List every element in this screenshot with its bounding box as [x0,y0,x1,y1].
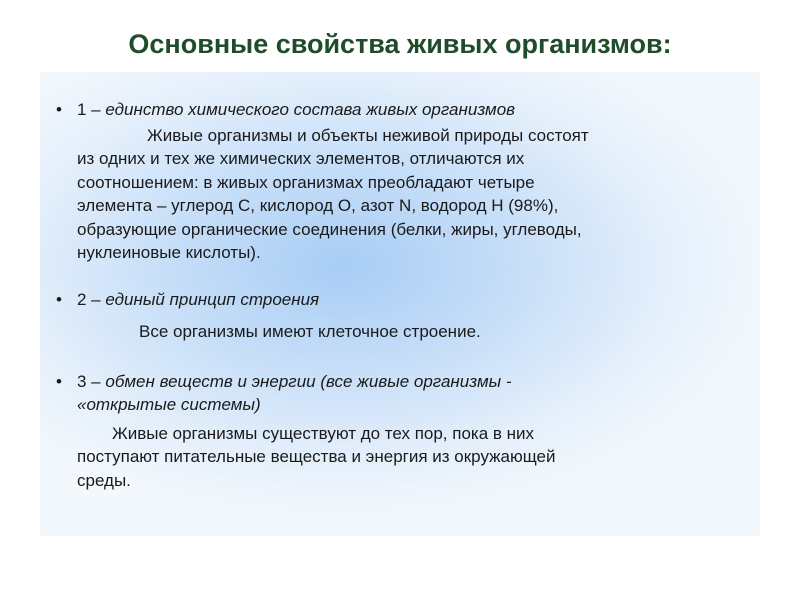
description-line: соотношением: в живых организмах преобладают четыре [77,172,535,192]
list-item [52,288,752,344]
bullet-icon: • [56,371,62,391]
item-heading-text: единый принцип строения [105,289,320,309]
list-item [52,98,752,265]
bullet-icon: • [56,100,62,119]
item-number: 3 – [77,371,106,391]
description-line: нуклеиновые кислоты). [77,243,261,262]
description-line: поступают питательные вещества и энергия из окружающей [77,447,556,466]
bullet-icon: • [56,289,62,309]
content-list [52,98,752,492]
item-heading [77,370,752,417]
description-line: Все организмы имеют клеточное строение. [139,322,481,341]
item-description [77,422,752,493]
description-line: образующие органические соединения (белки, жиры, углеводы, [77,219,582,239]
item-heading-continuation: «открытые системы) [77,395,261,414]
item-number: 1 – [77,100,106,119]
item-heading-text: единство химического состава живых организмов [105,100,516,119]
description-line: элемента – углерод С, кислород О, азот N, водород Н (98%), [77,196,559,215]
item-heading [77,288,752,312]
item-heading [77,98,752,122]
slide-title: Основные свойства живых организмов: [128,29,672,59]
item-heading-text: обмен веществ и энергии (все живые организмы - [105,371,512,391]
item-description [77,124,752,265]
description-line: Живые организмы существуют до тех пор, пока в них [112,423,535,443]
item-description [77,320,752,344]
list-item [52,370,752,493]
description-line: Живые организмы и объекты неживой природы состоят [147,125,589,145]
description-line: из одних и тех же химических элементов, отличаются их [77,149,525,168]
item-number: 2 – [77,289,106,309]
description-line: среды. [77,470,131,490]
